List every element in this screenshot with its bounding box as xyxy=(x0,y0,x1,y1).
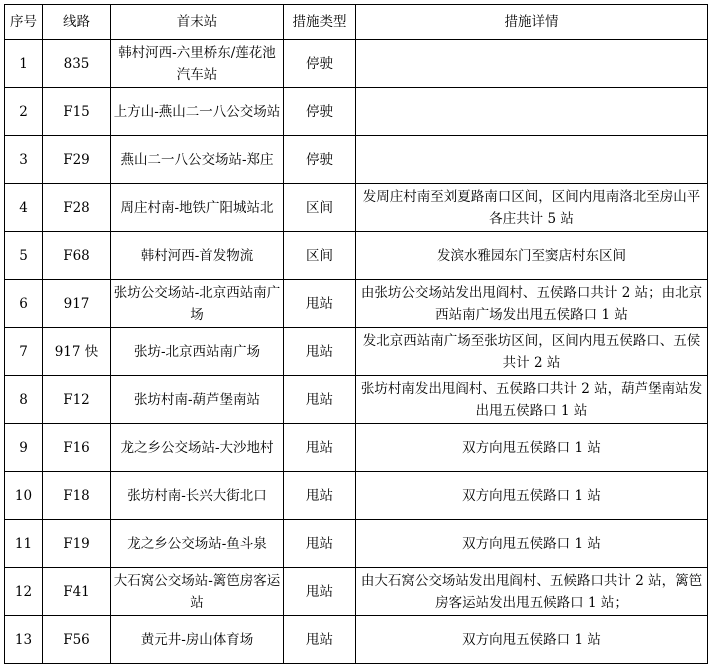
table-row xyxy=(5,472,708,520)
cell-measure-detail: 双方向甩五侯路口 1 站 xyxy=(356,472,708,520)
cell-measure-detail: 发周庄村南至刘夏路南口区间，区间内甩南洛北至房山平各庄共计 5 站 xyxy=(356,184,708,232)
cell-line: F68 xyxy=(43,232,111,280)
table-body xyxy=(5,40,708,664)
cell-line: F28 xyxy=(43,184,111,232)
cell-measure-type: 甩站 xyxy=(284,280,356,328)
cell-no: 9 xyxy=(5,424,43,472)
cell-terminals: 韩村河西-首发物流 xyxy=(111,232,284,280)
cell-measure-type: 停驶 xyxy=(284,136,356,184)
cell-measure-type: 区间 xyxy=(284,184,356,232)
table-row xyxy=(5,376,708,424)
cell-measure-detail xyxy=(356,136,708,184)
cell-measure-type: 甩站 xyxy=(284,424,356,472)
cell-no: 4 xyxy=(5,184,43,232)
cell-no: 1 xyxy=(5,40,43,88)
cell-terminals: 上方山-燕山二一八公交场站 xyxy=(111,88,284,136)
cell-measure-detail: 张坊村南发出甩阎村、五侯路口共计 2 站，葫芦堡南站发出甩五侯路口 1 站 xyxy=(356,376,708,424)
table-row xyxy=(5,328,708,376)
route-measures-table xyxy=(4,4,708,664)
table-row xyxy=(5,568,708,616)
cell-line: 917 快 xyxy=(43,328,111,376)
table-row xyxy=(5,136,708,184)
cell-measure-type: 停驶 xyxy=(284,88,356,136)
cell-measure-detail xyxy=(356,88,708,136)
cell-line: F41 xyxy=(43,568,111,616)
cell-measure-detail: 发滨水雅园东门至窦店村东区间 xyxy=(356,232,708,280)
cell-measure-detail: 发北京西站南广场至张坊区间，区间内甩五侯路口、五侯共计 2 站 xyxy=(356,328,708,376)
table-row xyxy=(5,88,708,136)
cell-no: 7 xyxy=(5,328,43,376)
cell-no: 5 xyxy=(5,232,43,280)
cell-no: 3 xyxy=(5,136,43,184)
cell-line: F19 xyxy=(43,520,111,568)
cell-measure-type: 甩站 xyxy=(284,328,356,376)
cell-terminals: 韩村河西-六里桥东/莲花池汽车站 xyxy=(111,40,284,88)
cell-no: 13 xyxy=(5,616,43,664)
cell-measure-detail: 由大石窝公交场站发出甩阎村、五候路口共计 2 站，篱笆房客运站发出甩五候路口 1 站； xyxy=(356,568,708,616)
cell-line: 917 xyxy=(43,280,111,328)
header-terminals: 首末站 xyxy=(111,5,284,40)
cell-no: 11 xyxy=(5,520,43,568)
cell-measure-detail: 由张坊公交场站发出甩阎村、五侯路口共计 2 站；由北京西站南广场发出甩五侯路口 1 站 xyxy=(356,280,708,328)
cell-measure-detail: 双方向甩五侯路口 1 站 xyxy=(356,520,708,568)
cell-line: F29 xyxy=(43,136,111,184)
cell-line: F16 xyxy=(43,424,111,472)
cell-terminals: 张坊村南-葫芦堡南站 xyxy=(111,376,284,424)
cell-terminals: 黄元井-房山体育场 xyxy=(111,616,284,664)
cell-line: F15 xyxy=(43,88,111,136)
cell-measure-type: 甩站 xyxy=(284,472,356,520)
cell-measure-type: 甩站 xyxy=(284,520,356,568)
header-measure-type: 措施类型 xyxy=(284,5,356,40)
cell-no: 10 xyxy=(5,472,43,520)
cell-measure-type: 甩站 xyxy=(284,568,356,616)
cell-line: F18 xyxy=(43,472,111,520)
cell-line: F12 xyxy=(43,376,111,424)
cell-terminals: 龙之乡公交场站-鱼斗泉 xyxy=(111,520,284,568)
table-row xyxy=(5,280,708,328)
table-row xyxy=(5,616,708,664)
cell-terminals: 龙之乡公交场站-大沙地村 xyxy=(111,424,284,472)
cell-measure-type: 停驶 xyxy=(284,40,356,88)
cell-measure-detail: 双方向甩五侯路口 1 站 xyxy=(356,616,708,664)
table-row xyxy=(5,40,708,88)
cell-measure-detail: 双方向甩五侯路口 1 站 xyxy=(356,424,708,472)
cell-measure-type: 甩站 xyxy=(284,376,356,424)
cell-no: 8 xyxy=(5,376,43,424)
cell-terminals: 大石窝公交场站-篱笆房客运站 xyxy=(111,568,284,616)
cell-no: 12 xyxy=(5,568,43,616)
table-row xyxy=(5,424,708,472)
cell-terminals: 张坊公交场站-北京西站南广场 xyxy=(111,280,284,328)
table-row xyxy=(5,184,708,232)
cell-measure-type: 甩站 xyxy=(284,616,356,664)
cell-no: 6 xyxy=(5,280,43,328)
cell-line: 835 xyxy=(43,40,111,88)
cell-line: F56 xyxy=(43,616,111,664)
cell-no: 2 xyxy=(5,88,43,136)
cell-terminals: 张坊村南-长兴大街北口 xyxy=(111,472,284,520)
cell-measure-detail xyxy=(356,40,708,88)
table-row xyxy=(5,520,708,568)
header-line: 线路 xyxy=(43,5,111,40)
table-header-row xyxy=(5,5,708,40)
header-measure-detail: 措施详情 xyxy=(356,5,708,40)
header-no: 序号 xyxy=(5,5,43,40)
cell-measure-type: 区间 xyxy=(284,232,356,280)
cell-terminals: 周庄村南-地铁广阳城站北 xyxy=(111,184,284,232)
cell-terminals: 燕山二一八公交场站-郑庄 xyxy=(111,136,284,184)
cell-terminals: 张坊-北京西站南广场 xyxy=(111,328,284,376)
table-row xyxy=(5,232,708,280)
